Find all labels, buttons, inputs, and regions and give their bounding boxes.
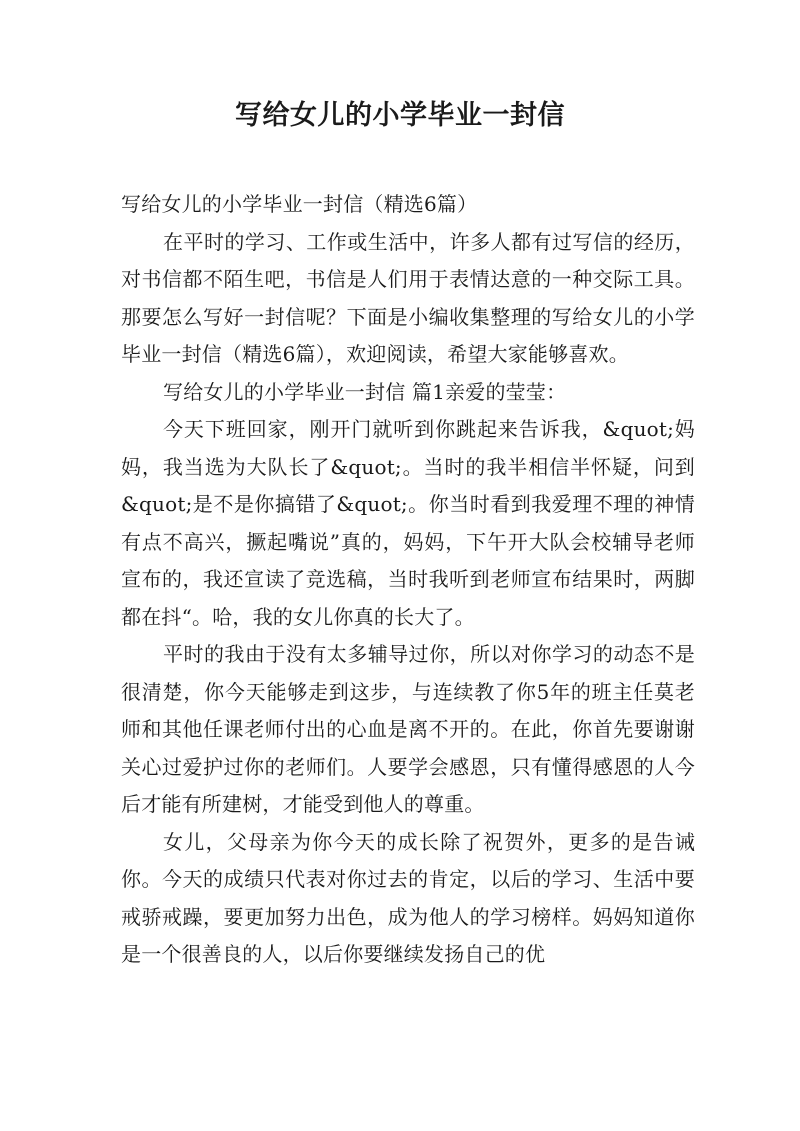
paragraph-subtitle: 写给女儿的小学毕业一封信（精选6篇） xyxy=(121,192,478,216)
paragraph-letter-body-2: 平时的我由于没有太多辅导过你，所以对你学习的动态不是很清楚，你今天能够走到这步，与连续教了你5年的班主任莫老师和其他任课老师付出的心血是离不开的。在此，你首先要谢谢关心过爱护过你的老师们。人要学会感恩，只有懂得感恩的人今后才能有所建树，才能受到他人的尊重。 xyxy=(121,642,695,816)
document-title: 写给女儿的小学毕业一封信 xyxy=(235,100,565,131)
paragraph-letter-heading: 写给女儿的小学毕业一封信 篇1亲爱的莹莹： xyxy=(163,379,567,404)
document-body xyxy=(121,186,695,974)
paragraph-letter-body-1: 今天下班回家，刚开门就听到你跳起来告诉我，&quot;妈妈，我当选为大队长了&quot;。当时的我半相信半怀疑，问到&quot;是不是你搞错了&quot;。你当时看到我爱理不理的神情有点不高兴，撅起嘴说”真的，妈妈，下午开大队会校辅导老师宣布的，我还宣读了竞选稿，当时我听到老师宣布结果时，两脚都在抖“。哈，我的女儿你真的长大了。 xyxy=(121,417,695,629)
paragraph-letter-body-3: 女儿，父母亲为你今天的成长除了祝贺外，更多的是告诫你。今天的成绩只代表对你过去的肯定，以后的学习、生活中要戒骄戒躁，要更加努力出色，成为他人的学习榜样。妈妈知道你是一个很善良的人，以后你要继续发扬自己的优 xyxy=(121,829,695,966)
paragraph-intro: 在平时的学习、工作或生活中，许多人都有过写信的经历，对书信都不陌生吧，书信是人们用于表情达意的一种交际工具。那要怎么写好一封信呢？下面是小编收集整理的写给女儿的小学毕业一封信（精选6篇），欢迎阅读，希望大家能够喜欢。 xyxy=(121,229,695,366)
